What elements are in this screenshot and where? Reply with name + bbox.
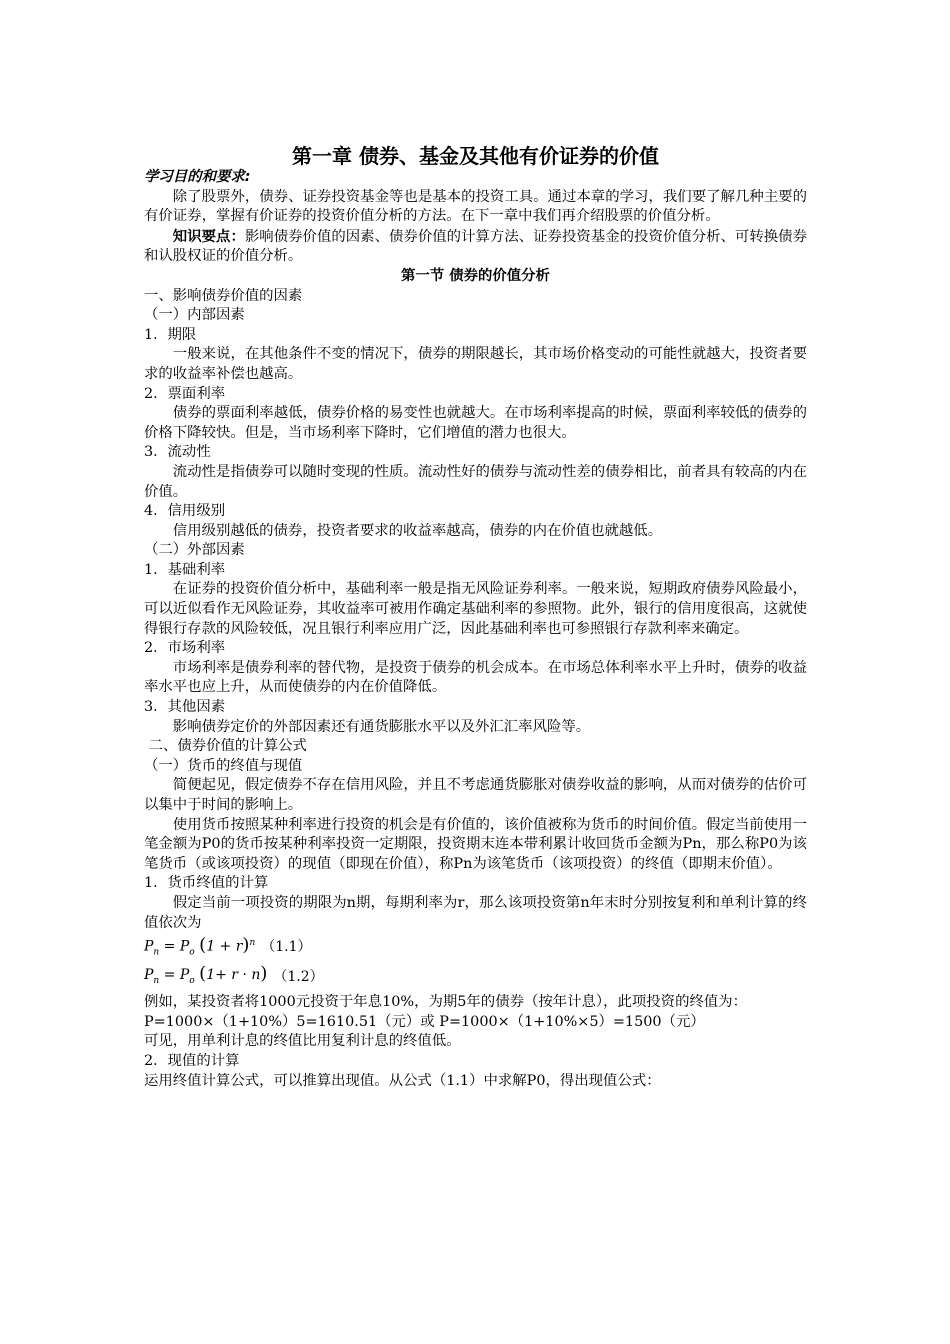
heading-internal: （一）内部因素 — [144, 307, 245, 324]
heading-term: 1．期限 — [144, 326, 197, 343]
equation-number-1: （1.1） — [261, 939, 312, 956]
formula-compound-interest: $P_n = P_o$ $(1 + r)^n$ — [144, 934, 256, 958]
paragraph-time-value: 使用货币按照某种利率进行投资的机会是有价值的，该价值被称为货币的时间价值。假定当前使用一笔金额为P0的货币按某种利率投资一定期限，投资期末连本带利累计收回货币金额为Pn，那么称P0为该笔货币（或该项投资）的现值（即现在价值），称Pn为该笔货币（该项投资）的终值（即期末价值）。 — [144, 816, 807, 872]
key-points-text: 影响债券价值的因素、债券价值的计算方法、证券投资基金的投资价值分析、可转换债券和认股权证的价值分析。 — [144, 228, 807, 265]
paragraph-fv-calc: 假定当前一项投资的期限为n期，每期利率为r，那么该项投资第n年末时分别按复利和单利计算的终值依次为 — [144, 894, 807, 931]
heading-base-rate: 1．基础利率 — [144, 561, 226, 578]
heading-fv-calc: 1．货币终值的计算 — [144, 875, 269, 892]
heading-liquidity: 3．流动性 — [144, 444, 211, 461]
heading-coupon: 2．票面利率 — [144, 385, 226, 402]
chapter-title: 第一章 债券、基金及其他有价证券的价值 — [292, 144, 659, 168]
heading-tv-pv: （一）货币的终值与现值 — [144, 757, 303, 774]
heading-market-rate: 2．市场利率 — [144, 640, 226, 657]
document-page — [144, 142, 807, 1091]
objectives-paragraph: 除了股票外，债券、证券投资基金等也是基本的投资工具。通过本章的学习，我们要了解几种主要的有价证券，掌握有价证券的投资价值分析的方法。在下一章中我们再介绍股票的价值分析。 — [144, 188, 807, 225]
paragraph-term: 一般来说，在其他条件不变的情况下，债券的期限越长，其市场价格变动的可能性就越大，投资者要求的收益率补偿也越高。 — [144, 346, 807, 382]
heading-factors: 一、影响债券价值的因素 — [144, 287, 303, 304]
section-title: 第一节 债券的价值分析 — [401, 267, 550, 284]
heading-external: （二）外部因素 — [144, 542, 245, 559]
paragraph-other: 影响债券定价的外部因素还有通货膨胀水平以及外汇汇率风险等。 — [172, 718, 591, 735]
key-points-paragraph — [144, 227, 807, 267]
paragraph-example: 例如，某投资者将1000元投资于年息10%，为期5年的债券（按年计息），此项投资的终值为： — [144, 994, 748, 1011]
equation-simple — [144, 963, 807, 993]
key-points-label: 知识要点： — [172, 227, 245, 245]
equation-number-2: （1.2） — [273, 969, 324, 986]
heading-formula: 二、债券价值的计算公式 — [144, 738, 307, 755]
paragraph-credit: 信用级别越低的债券，投资者要求的收益率越高，债券的内在价值也就越低。 — [172, 522, 663, 539]
formula-simple-interest: $P_n = P_o$ (1+ r · n) — [144, 963, 268, 987]
paragraph-market-rate: 市场利率是债券利率的替代物，是投资于债券的机会成本。在市场总体利率水平上升时，债券的收益率水平也应上升，从而使债券的内在价值降低。 — [144, 659, 807, 696]
paragraph-conclusion: 可见，用单利计息的终值比用复利计息的终值低。 — [144, 1033, 461, 1050]
paragraph-pv-calc: 运用终值计算公式，可以推算出现值。从公式（1.1）中求解P0，得出现值公式： — [144, 1072, 661, 1089]
paragraph-liquidity: 流动性是指债券可以随时变现的性质。流动性好的债券与流动性差的债券相比，前者具有较高的内在价值。 — [144, 463, 807, 500]
paragraph-coupon: 债券的票面利率越低，债券价格的易变性也就越大。在市场利率提高的时候，票面利率较低的债券的价格下降较快。但是，当市场利率下降时，它们增值的潜力也很大。 — [144, 405, 807, 441]
heading-pv-calc: 2．现值的计算 — [144, 1052, 240, 1069]
equation-compound — [144, 933, 807, 963]
heading-other: 3．其他因素 — [144, 699, 226, 716]
heading-credit: 4．信用级别 — [144, 503, 226, 520]
paragraph-simplify: 简便起见，假定债券不存在信用风险，并且不考虑通货膨胀对债券收益的影响，从而对债券的估价可以集中于时间的影响上。 — [144, 777, 807, 813]
objectives-heading: 学习目的和要求: — [144, 169, 251, 185]
paragraph-example-calc: P=1000×（1+10%）5=1610.51（元）或 P=1000×（1+10%×5）=1500（元） — [144, 1013, 705, 1030]
paragraph-base-rate: 在证券的投资价值分析中，基础利率一般是指无风险证券利率。一般来说，短期政府债券风险最小，可以近似看作无风险证券，其收益率可被用作确定基础利率的参照物。此外，银行的信用度很高，这就使得银行存款的风险较低，况且银行利率应用广泛，因此基础利率也可参照银行存款利率来确定。 — [144, 581, 807, 637]
